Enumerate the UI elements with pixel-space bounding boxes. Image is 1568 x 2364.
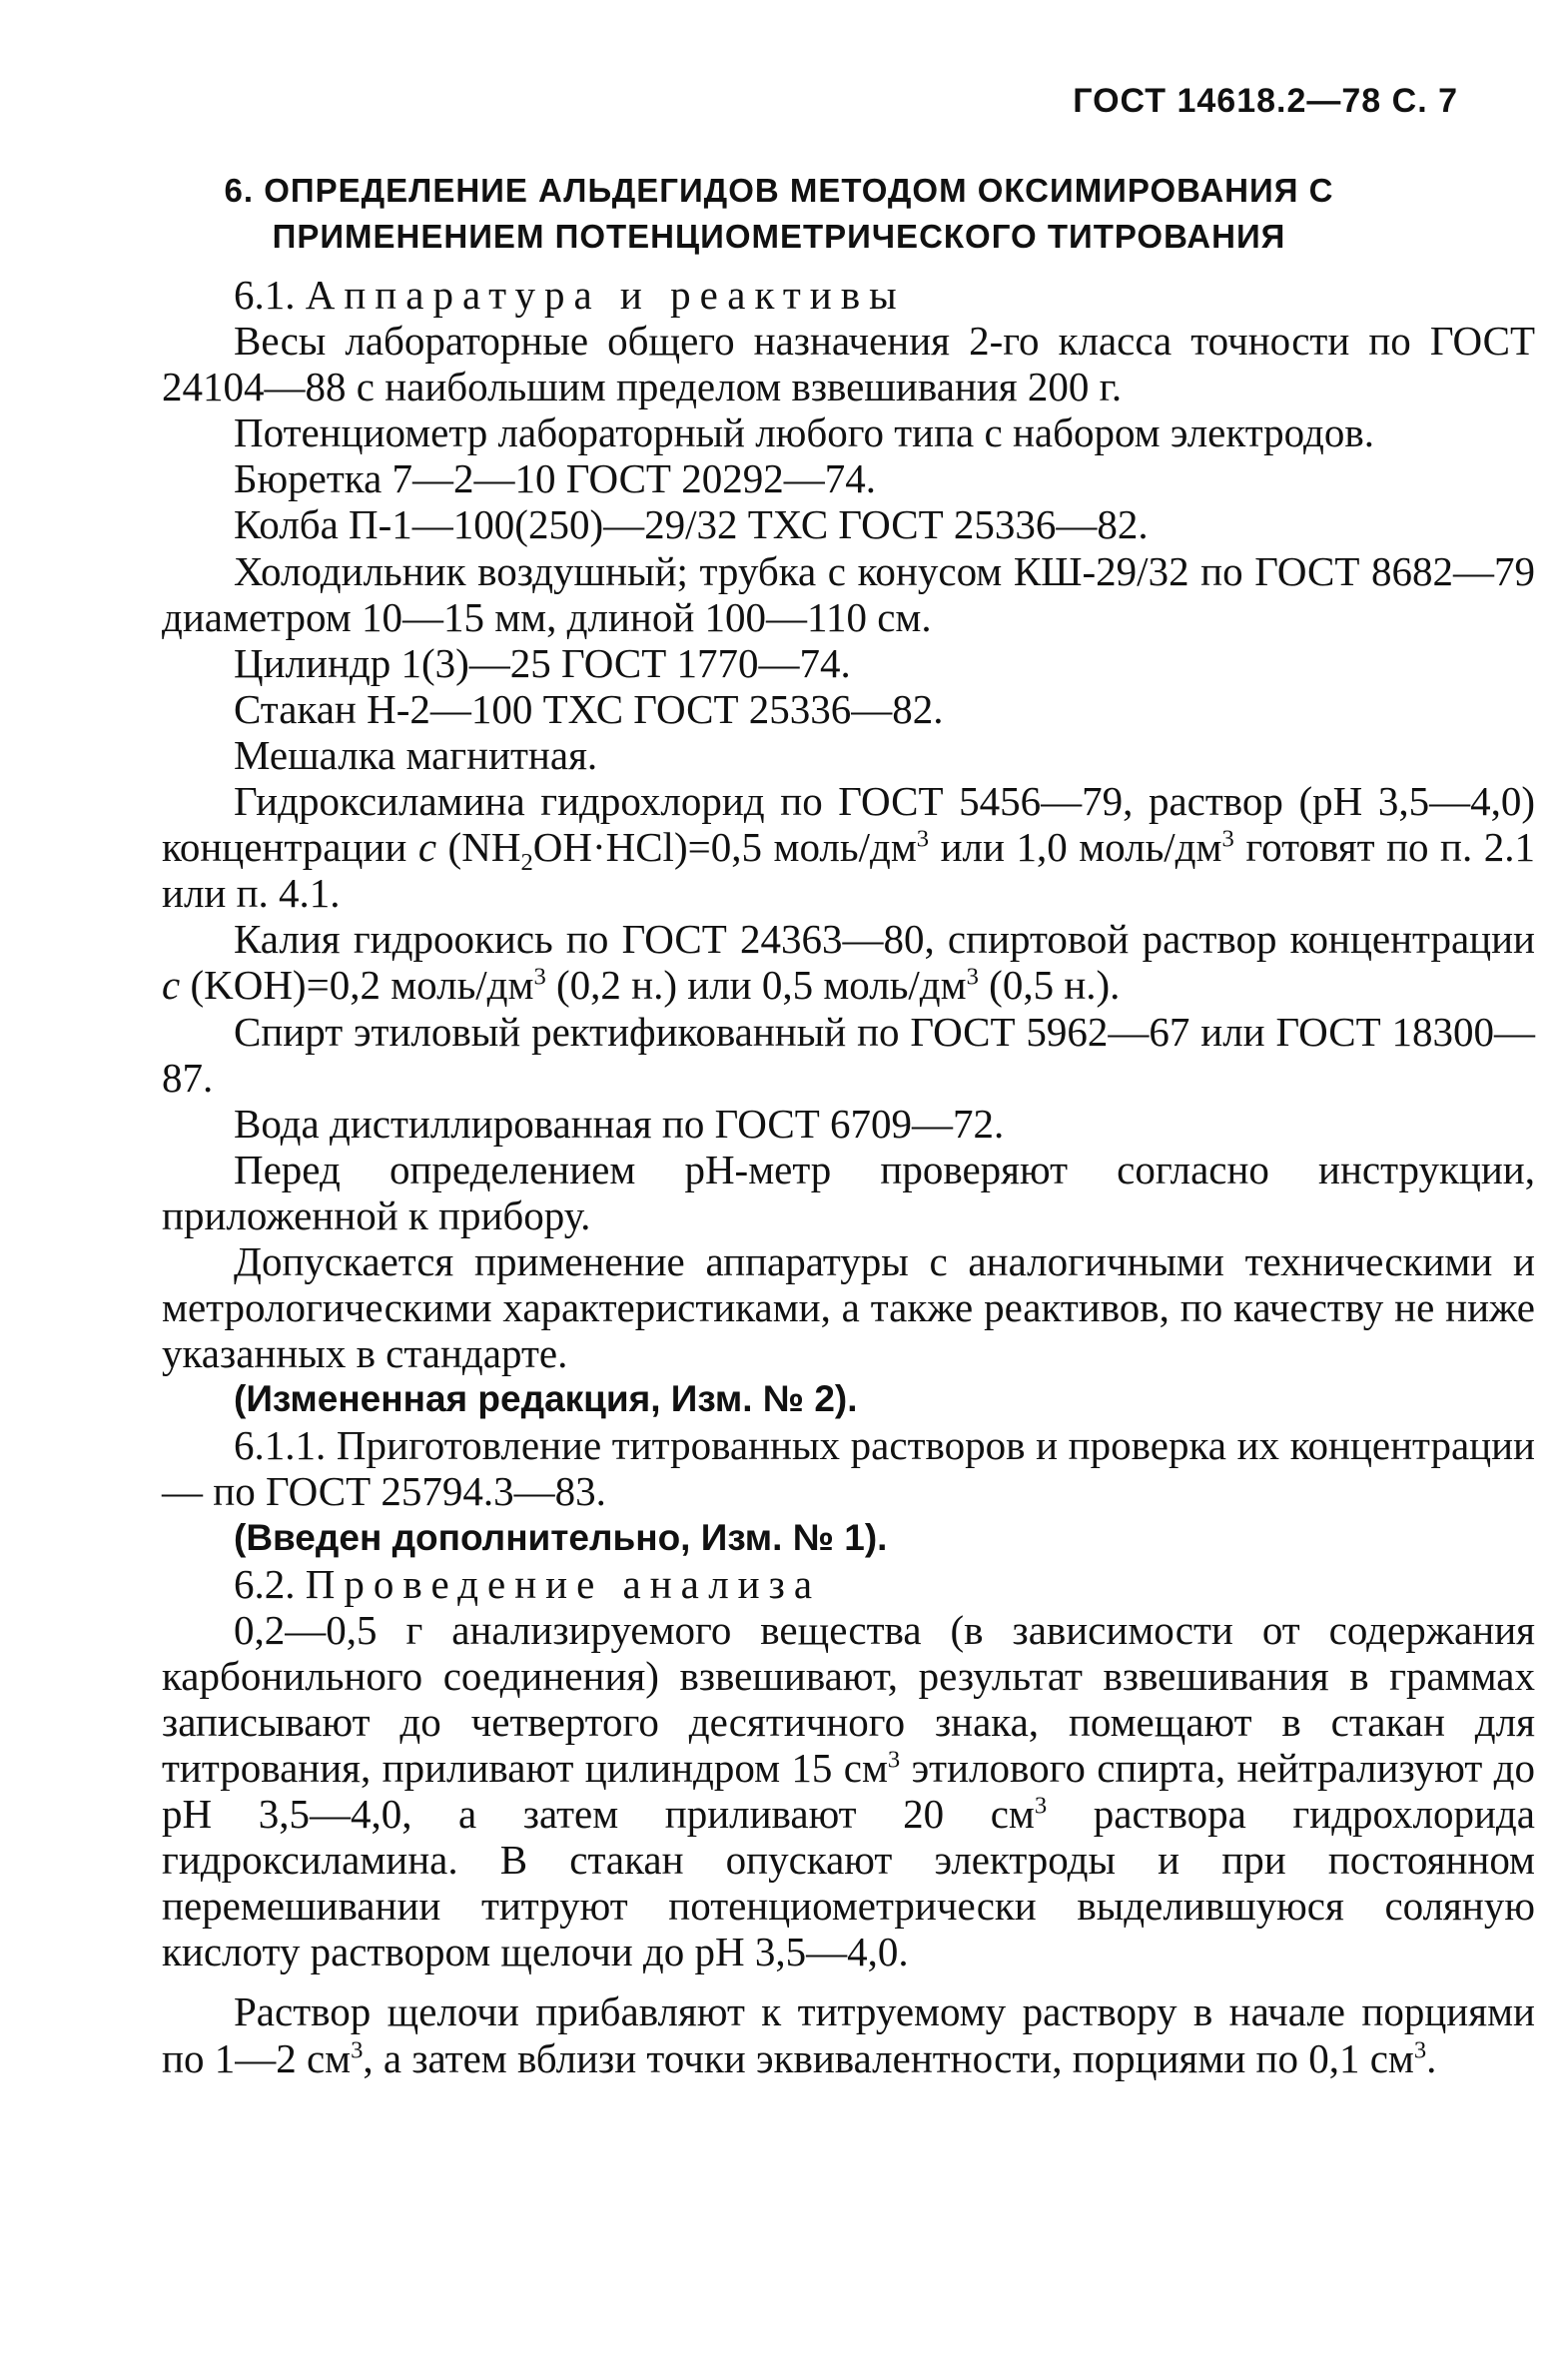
section-title-line-2: ПРИМЕНЕНИЕМ ПОТЕНЦИОМЕТРИЧЕСКОГО ТИТРОВАНИЯ (272, 218, 1286, 255)
text-run: . (1426, 2034, 1437, 2081)
text-run: Гидроксиламина гидрохлорид по ГОСТ 5456—79, раствор (pH 3,5—4,0) концентрации (162, 778, 1535, 871)
item-stirrer: Мешалка магнитная. (234, 731, 598, 778)
superscript: 3 (966, 963, 979, 991)
paragraph-gap (162, 1974, 1535, 1988)
section-title (150, 168, 1408, 260)
subsection-title: Аппаратура и реактивы (305, 272, 906, 318)
superscript: 3 (533, 963, 546, 991)
amendment-note-1: (Введен дополнительно, Изм. № 1). (234, 1516, 888, 1558)
subsection-number: 6.1. (234, 272, 296, 318)
superscript: 3 (1413, 2035, 1427, 2063)
text-run: OH·HCl)=0,5 моль/дм (532, 824, 917, 871)
body-text (162, 272, 1535, 2081)
item-condenser: Холодильник воздушный; трубка с конусом КШ-29/32 по ГОСТ 8682—79 диаметром 10—15 мм, длиной 100—110 см. (162, 547, 1535, 640)
item-allowed-equipment: Допускается применение аппаратуры с аналогичными техническими и метрологическими характеристиками, а также реактивов, по качеству не ниже указанных в стандарте. (162, 1237, 1535, 1377)
subsection-number: 6.2. (234, 1560, 296, 1607)
text-run: 0,2—0,5 г анализируемого вещества (в зависимости от содержания карбонильного соединения) взвешивают, результат взвешивания в граммах записывают до четвертого десятичного знака, помещают в стакан для титрования, приливают цилиндром 15 см (162, 1606, 1535, 1791)
item-potassium-hydroxide (162, 916, 1535, 1008)
page-header: ГОСТ 14618.2—78 С. 7 (1073, 82, 1458, 120)
subsection-heading-6-2 (162, 1561, 1535, 1607)
superscript: 3 (1034, 1792, 1048, 1820)
text-run: Раствор щелочи прибавляют к титруемому раствору в начале порциями по 1—2 см (162, 1988, 1535, 2081)
item-scales: Весы лабораторные общего назначения 2-го класса точности по ГОСТ 24104—88 с наибольшим пределом взвешивания 200 г. (162, 318, 1535, 410)
item-beaker: Стакан Н-2—100 ТХС ГОСТ 25336—82. (234, 685, 944, 732)
amendment-note-2: (Измененная редакция, Изм. № 2). (234, 1378, 858, 1420)
concentration-symbol: c (162, 962, 181, 1009)
analysis-paragraph-1 (162, 1607, 1535, 1975)
subscript: 2 (520, 849, 533, 877)
text-run: или 1,0 моль/дм (929, 824, 1222, 871)
text-run: этилового спирта, нейтрализуют до pH 3,5—4,0, а затем приливают 20 см (162, 1745, 1535, 1838)
item-flask: Колба П-1—100(250)—29/32 ТХС ГОСТ 25336—82. (234, 501, 1149, 548)
superscript: 3 (887, 1746, 901, 1774)
paragraph-6-1-1: 6.1.1. Приготовление титрованных растворов и проверка их концентрации — по ГОСТ 25794.3—83. (162, 1422, 1535, 1515)
superscript: 3 (916, 825, 930, 853)
item-cylinder: Цилиндр 1(3)—25 ГОСТ 1770—74. (234, 639, 851, 686)
text-run: раствора гидрохлорида гидроксиламина. В стакан опускают электроды и при постоянном перемешивании титруют потенциометрически выделившуюся соляную кислоту раствором щелочи до pH 3,5—4,0. (162, 1791, 1535, 1975)
item-hydroxylamine (162, 778, 1535, 916)
text-run: (NH (436, 824, 521, 871)
superscript: 3 (351, 2035, 364, 2063)
section-title-line-1: 6. ОПРЕДЕЛЕНИЕ АЛЬДЕГИДОВ МЕТОДОМ ОКСИМИРОВАНИЯ С (224, 172, 1334, 209)
text-run: , а затем вблизи точки эквивалентности, порциями по 0,1 см (363, 2034, 1414, 2081)
subsection-heading-6-1 (162, 272, 1535, 318)
item-ph-check: Перед определением pH-метр проверяют согласно инструкции, приложенной к прибору. (162, 1146, 1535, 1238)
text-run: Калия гидроокись по ГОСТ 24363—80, спиртовой раствор концентрации (234, 916, 1535, 963)
subsection-title: Проведение анализа (305, 1560, 822, 1607)
analysis-paragraph-2 (162, 1988, 1535, 2080)
text-run: (0,2 н.) или 0,5 моль/дм (545, 962, 967, 1009)
item-ethanol: Спирт этиловый ректификованный по ГОСТ 5962—67 или ГОСТ 18300—87. (162, 1008, 1535, 1101)
item-burette: Бюретка 7—2—10 ГОСТ 20292—74. (234, 455, 876, 502)
text-run: (0,5 н.). (978, 962, 1121, 1009)
superscript: 3 (1221, 825, 1234, 853)
item-potentiometer: Потенциометр лабораторный любого типа с набором электродов. (234, 409, 1374, 456)
concentration-symbol: c (417, 824, 437, 871)
text-run: (KOH)=0,2 моль/дм (180, 962, 534, 1009)
item-water: Вода дистиллированная по ГОСТ 6709—72. (234, 1100, 1005, 1147)
text-run: готовят по п. 2.1 или п. 4.1. (162, 824, 1535, 917)
